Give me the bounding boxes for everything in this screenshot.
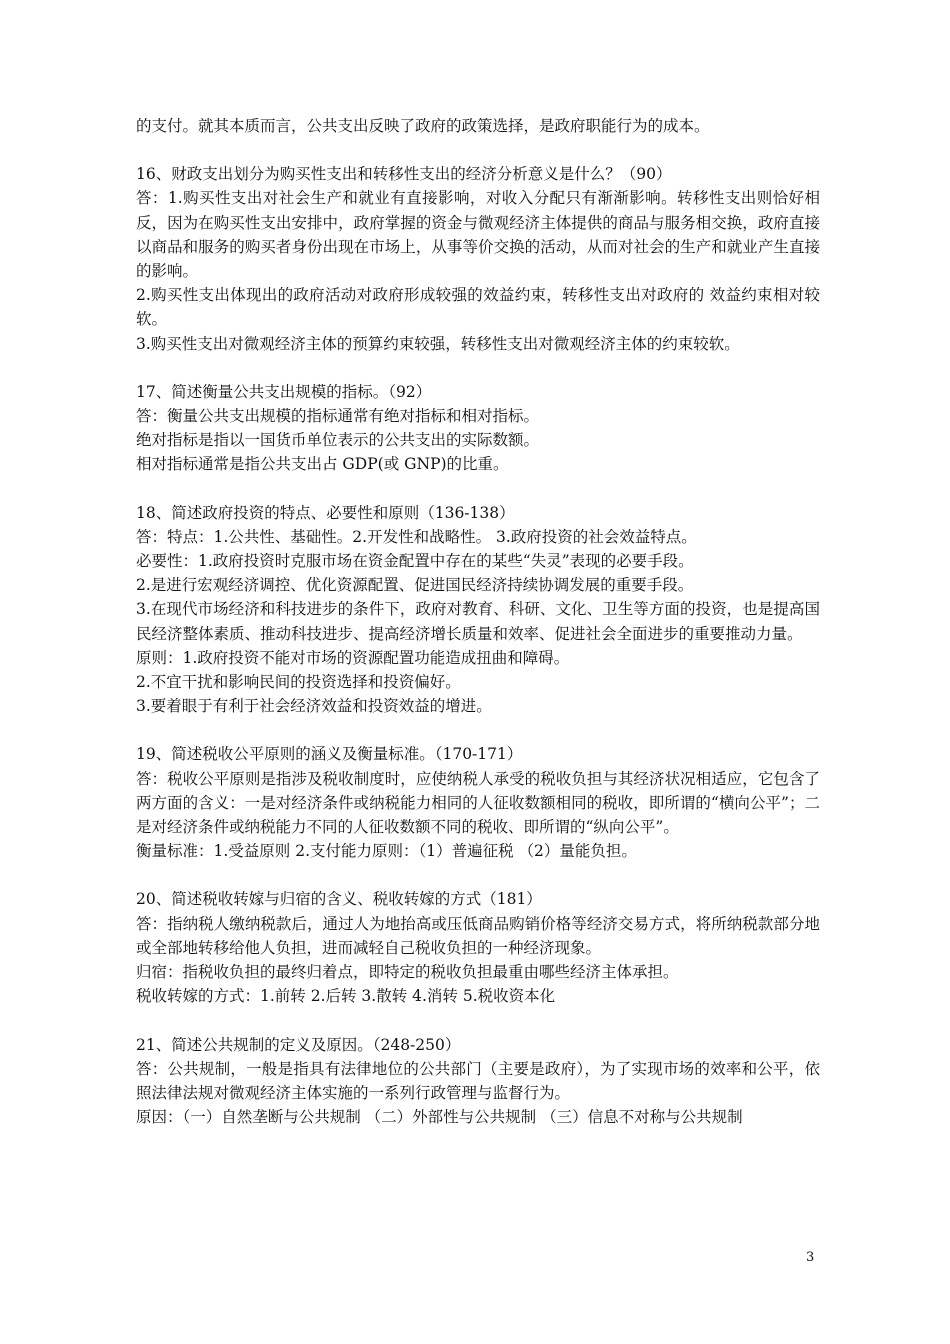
answer-line: 原则：1.政府投资不能对市场的资源配置功能造成扭曲和障碍。	[136, 648, 570, 667]
answer-line: 相对指标通常是指公共支出占 GDP(或 GNP)的比重。	[136, 455, 509, 474]
page-number: 3	[806, 1250, 815, 1265]
section-18	[136, 501, 820, 719]
answer-line: 答：税收公平原则是指涉及税收制度时，应使纳税人承受的税收负担与其经济状况相适应，它包含了两方面的含义：一是对经济条件或纳税能力相同的人征收数额相同的税收，即所谓的“横向公平”；二是对经济条件或纳税能力不同的人征收数额不同的税收、即所谓的“纵向公平”。	[136, 769, 820, 837]
answer-line: 3.要着眼于有利于社会经济效益和投资效益的增进。	[136, 697, 492, 716]
section-17	[136, 380, 820, 477]
section-20	[136, 887, 820, 1008]
spacer	[136, 477, 820, 501]
section-19	[136, 742, 820, 863]
answer-line: 绝对指标是指以一国货币单位表示的公共支出的实际数额。	[136, 431, 540, 450]
section-16	[136, 162, 820, 356]
answer-line: 归宿：指税收负担的最终归着点，即特定的税收负担最重由哪些经济主体承担。	[136, 963, 679, 982]
intro-paragraph: 的支付。就其本质而言，公共支出反映了政府的政策选择，是政府职能行为的成本。	[136, 117, 710, 135]
answer-line: 原因：（一）自然垄断与公共规制 （二）外部性与公共规制 （三）信息不对称与公共规制	[136, 1108, 743, 1127]
answer-line: 答：1.购买性支出对社会生产和就业有直接影响，对收入分配只有渐渐影响。转移性支出则恰好相反，因为在购买性支出安排中，政府掌握的资金与微观经济主体提供的商品与服务相交换，政府直接以商品和服务的购买者身份出现在市场上，从事等价交换的活动，从而对社会的生产和就业产生直接的影响。	[136, 189, 820, 281]
answer-line: 答：衡量公共支出规模的指标通常有绝对指标和相对指标。	[136, 407, 540, 426]
answer-line: 税收转嫁的方式：1.前转 2.后转 3.散转 4.消转 5.税收资本化	[136, 987, 556, 1006]
answer-line: 3.购买性支出对微观经济主体的预算约束较强，转移性支出对微观经济主体的约束较软。	[136, 334, 740, 353]
question-title: 20、简述税收转嫁与归宿的含义、税收转嫁的方式（181）	[136, 890, 542, 909]
spacer	[136, 718, 820, 742]
spacer	[136, 863, 820, 887]
spacer	[136, 356, 820, 380]
document-body	[136, 114, 820, 1129]
answer-line: 答：特点：1.公共性、基础性。2.开发性和战略性。 3.政府投资的社会效益特点。	[136, 527, 697, 546]
answer-line: 答：指纳税人缴纳税款后，通过人为地抬高或压低商品购销价格等经济交易方式，将所纳税款部分地或全部地转移给他人负担，进而减轻自己税收负担的一种经济现象。	[136, 914, 820, 957]
answer-line: 2.购买性支出体现出的政府活动对政府形成较强的效益约束，转移性支出对政府的 效益约束相对较软。	[136, 286, 820, 329]
question-title: 17、简述衡量公共支出规模的指标。（92）	[136, 382, 432, 401]
question-title: 19、简述税收公平原则的涵义及衡量标准。（170-171）	[136, 745, 523, 764]
answer-line: 衡量标准：1.受益原则 2.支付能力原则：（1）普遍征税 （2）量能负担。	[136, 842, 637, 861]
answer-line: 答：公共规制，一般是指具有法律地位的公共部门（主要是政府），为了实现市场的效率和公平，依照法律法规对微观经济主体实施的一系列行政管理与监督行为。	[136, 1059, 820, 1102]
question-title: 21、简述公共规制的定义及原因。（248-250）	[136, 1035, 461, 1054]
answer-line: 2.是进行宏观经济调控、优化资源配置、促进国民经济持续协调发展的重要手段。	[136, 576, 694, 595]
spacer	[136, 138, 820, 162]
answer-line: 必要性：1.政府投资时克服市场在资金配置中存在的某些“失灵”表现的必要手段。	[136, 552, 694, 571]
question-title: 16、财政支出划分为购买性支出和转移性支出的经济分析意义是什么？（90）	[136, 165, 672, 184]
spacer	[136, 1009, 820, 1033]
answer-line: 3.在现代市场经济和科技进步的条件下，政府对教育、科研、文化、卫生等方面的投资，也是提高国民经济整体素质、推动科技进步、提高经济增长质量和效率、促进社会全面进步的重要推动力量。	[136, 600, 820, 643]
section-21	[136, 1033, 820, 1130]
answer-line: 2.不宜干扰和影响民间的投资选择和投资偏好。	[136, 673, 461, 692]
question-title: 18、简述政府投资的特点、必要性和原则（136-138）	[136, 503, 515, 522]
